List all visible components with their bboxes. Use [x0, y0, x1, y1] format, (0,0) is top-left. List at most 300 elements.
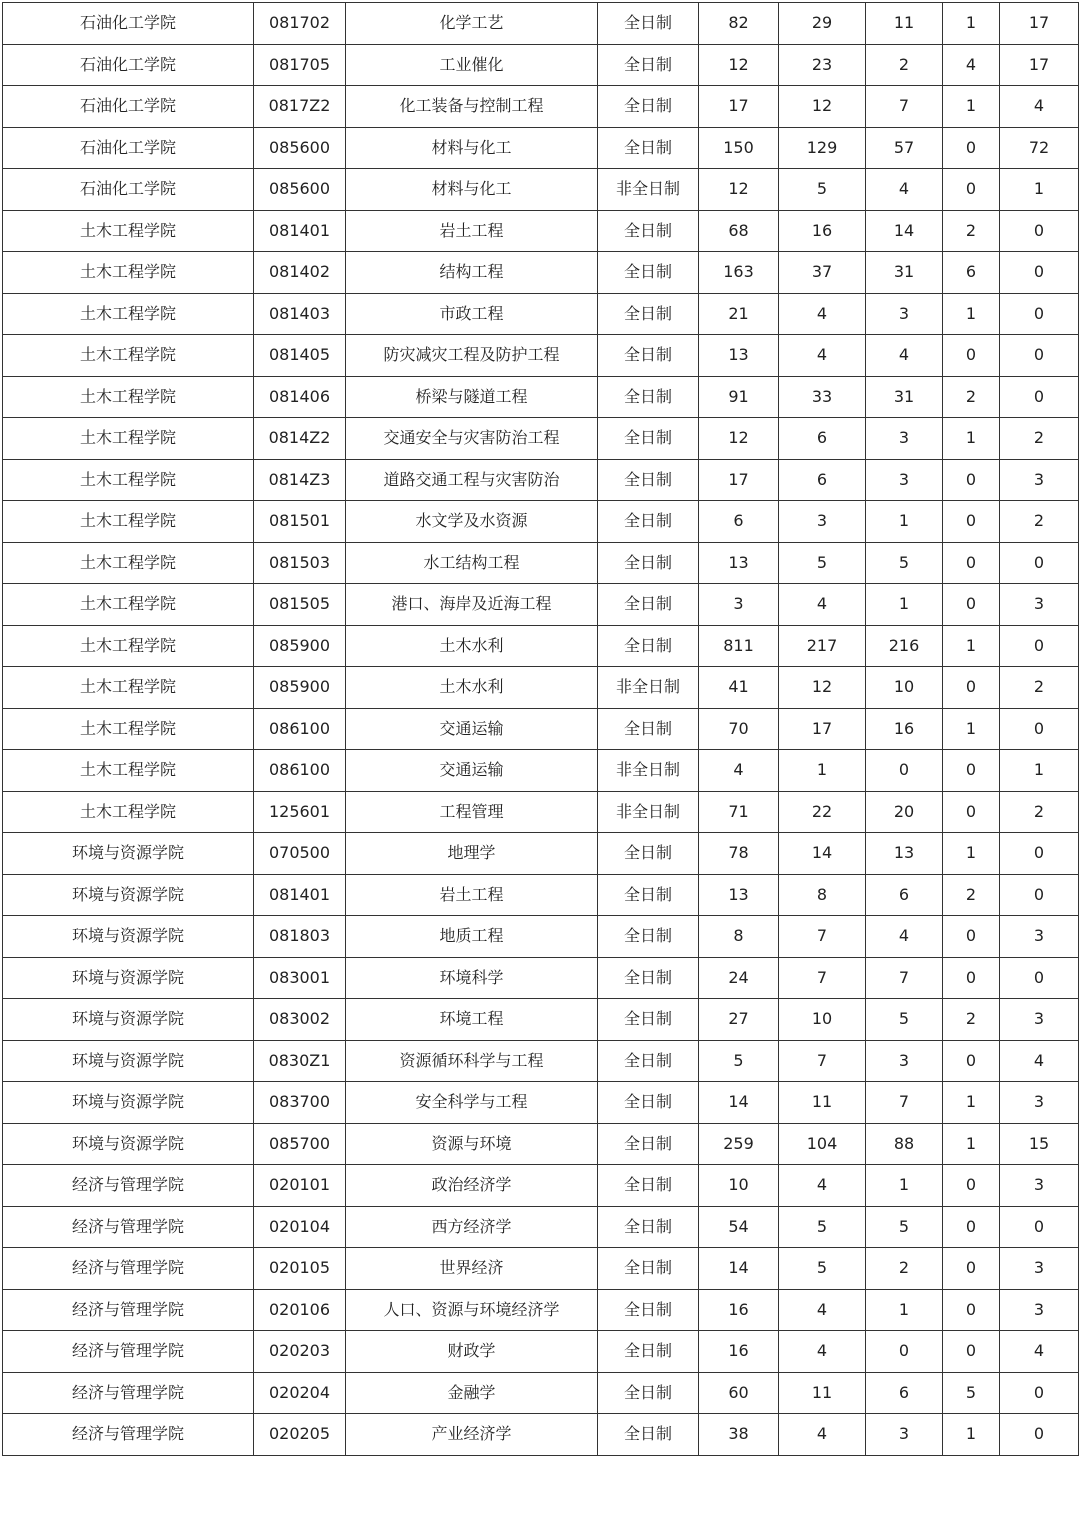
value-cell-3: 5	[866, 999, 943, 1041]
value-cell-1: 71	[699, 791, 779, 833]
value-cell-3: 3	[866, 459, 943, 501]
value-cell-3: 0	[866, 750, 943, 792]
code-cell: 0830Z1	[254, 1040, 346, 1082]
value-cell-5: 17	[1000, 3, 1079, 45]
table-row	[3, 293, 1079, 335]
college-cell: 土木工程学院	[3, 542, 254, 584]
admissions-table	[2, 2, 1079, 1456]
value-cell-5: 15	[1000, 1123, 1079, 1165]
college-cell: 经济与管理学院	[3, 1289, 254, 1331]
value-cell-5: 0	[1000, 293, 1079, 335]
major-cell: 交通运输	[346, 750, 598, 792]
code-cell: 083700	[254, 1082, 346, 1124]
value-cell-3: 11	[866, 3, 943, 45]
major-cell: 化学工艺	[346, 3, 598, 45]
code-cell: 081501	[254, 501, 346, 543]
value-cell-5: 0	[1000, 542, 1079, 584]
value-cell-2: 7	[779, 916, 866, 958]
value-cell-3: 4	[866, 169, 943, 211]
code-cell: 0817Z2	[254, 86, 346, 128]
value-cell-3: 7	[866, 1082, 943, 1124]
value-cell-1: 12	[699, 418, 779, 460]
value-cell-5: 17	[1000, 44, 1079, 86]
major-cell: 西方经济学	[346, 1206, 598, 1248]
major-cell: 金融学	[346, 1372, 598, 1414]
value-cell-1: 150	[699, 127, 779, 169]
study-mode-cell: 全日制	[598, 584, 699, 626]
college-cell: 经济与管理学院	[3, 1372, 254, 1414]
table-row	[3, 1372, 1079, 1414]
college-cell: 石油化工学院	[3, 44, 254, 86]
value-cell-5: 0	[1000, 210, 1079, 252]
value-cell-3: 1	[866, 1165, 943, 1207]
code-cell: 081403	[254, 293, 346, 335]
code-cell: 0814Z3	[254, 459, 346, 501]
college-cell: 环境与资源学院	[3, 1123, 254, 1165]
value-cell-4: 1	[943, 86, 1000, 128]
college-cell: 土木工程学院	[3, 210, 254, 252]
value-cell-2: 10	[779, 999, 866, 1041]
value-cell-1: 13	[699, 542, 779, 584]
major-cell: 防灾减灾工程及防护工程	[346, 335, 598, 377]
study-mode-cell: 全日制	[598, 1123, 699, 1165]
value-cell-2: 37	[779, 252, 866, 294]
value-cell-3: 57	[866, 127, 943, 169]
table-row	[3, 1165, 1079, 1207]
value-cell-1: 259	[699, 1123, 779, 1165]
major-cell: 水工结构工程	[346, 542, 598, 584]
value-cell-1: 16	[699, 1289, 779, 1331]
major-cell: 岩土工程	[346, 874, 598, 916]
study-mode-cell: 全日制	[598, 127, 699, 169]
value-cell-2: 7	[779, 957, 866, 999]
table-row	[3, 501, 1079, 543]
value-cell-3: 20	[866, 791, 943, 833]
table-row	[3, 708, 1079, 750]
value-cell-3: 88	[866, 1123, 943, 1165]
major-cell: 人口、资源与环境经济学	[346, 1289, 598, 1331]
value-cell-2: 17	[779, 708, 866, 750]
value-cell-4: 0	[943, 459, 1000, 501]
value-cell-2: 6	[779, 459, 866, 501]
value-cell-2: 3	[779, 501, 866, 543]
value-cell-3: 14	[866, 210, 943, 252]
code-cell: 081505	[254, 584, 346, 626]
study-mode-cell: 全日制	[598, 376, 699, 418]
value-cell-5: 3	[1000, 1289, 1079, 1331]
value-cell-2: 5	[779, 169, 866, 211]
study-mode-cell: 全日制	[598, 293, 699, 335]
code-cell: 085600	[254, 169, 346, 211]
table-row	[3, 584, 1079, 626]
code-cell: 070500	[254, 833, 346, 875]
study-mode-cell: 全日制	[598, 916, 699, 958]
value-cell-1: 6	[699, 501, 779, 543]
college-cell: 经济与管理学院	[3, 1248, 254, 1290]
study-mode-cell: 全日制	[598, 1289, 699, 1331]
study-mode-cell: 全日制	[598, 1206, 699, 1248]
major-cell: 结构工程	[346, 252, 598, 294]
table-row	[3, 625, 1079, 667]
value-cell-4: 4	[943, 44, 1000, 86]
value-cell-5: 1	[1000, 169, 1079, 211]
value-cell-5: 0	[1000, 833, 1079, 875]
study-mode-cell: 全日制	[598, 833, 699, 875]
study-mode-cell: 全日制	[598, 1040, 699, 1082]
value-cell-5: 3	[1000, 916, 1079, 958]
code-cell: 0814Z2	[254, 418, 346, 460]
major-cell: 地理学	[346, 833, 598, 875]
value-cell-5: 0	[1000, 625, 1079, 667]
study-mode-cell: 全日制	[598, 418, 699, 460]
code-cell: 020204	[254, 1372, 346, 1414]
value-cell-2: 217	[779, 625, 866, 667]
table-row	[3, 3, 1079, 45]
value-cell-1: 17	[699, 459, 779, 501]
value-cell-5: 4	[1000, 1040, 1079, 1082]
value-cell-2: 104	[779, 1123, 866, 1165]
study-mode-cell: 全日制	[598, 625, 699, 667]
college-cell: 土木工程学院	[3, 625, 254, 667]
table-row	[3, 252, 1079, 294]
major-cell: 工程管理	[346, 791, 598, 833]
value-cell-4: 1	[943, 1123, 1000, 1165]
value-cell-4: 2	[943, 874, 1000, 916]
code-cell: 081405	[254, 335, 346, 377]
value-cell-5: 0	[1000, 874, 1079, 916]
college-cell: 土木工程学院	[3, 293, 254, 335]
major-cell: 材料与化工	[346, 127, 598, 169]
college-cell: 经济与管理学院	[3, 1165, 254, 1207]
value-cell-4: 1	[943, 1414, 1000, 1456]
study-mode-cell: 全日制	[598, 210, 699, 252]
value-cell-4: 2	[943, 999, 1000, 1041]
value-cell-4: 2	[943, 210, 1000, 252]
code-cell: 020104	[254, 1206, 346, 1248]
major-cell: 工业催化	[346, 44, 598, 86]
table-row	[3, 376, 1079, 418]
value-cell-2: 4	[779, 1289, 866, 1331]
value-cell-1: 10	[699, 1165, 779, 1207]
value-cell-5: 3	[1000, 1165, 1079, 1207]
major-cell: 交通运输	[346, 708, 598, 750]
value-cell-4: 0	[943, 127, 1000, 169]
value-cell-5: 2	[1000, 667, 1079, 709]
value-cell-4: 1	[943, 708, 1000, 750]
table-row	[3, 1289, 1079, 1331]
major-cell: 地质工程	[346, 916, 598, 958]
value-cell-2: 16	[779, 210, 866, 252]
value-cell-1: 21	[699, 293, 779, 335]
study-mode-cell: 全日制	[598, 1414, 699, 1456]
code-cell: 081803	[254, 916, 346, 958]
value-cell-4: 0	[943, 1040, 1000, 1082]
major-cell: 环境科学	[346, 957, 598, 999]
table-row	[3, 1082, 1079, 1124]
value-cell-3: 5	[866, 542, 943, 584]
major-cell: 道路交通工程与灾害防治	[346, 459, 598, 501]
college-cell: 经济与管理学院	[3, 1206, 254, 1248]
value-cell-4: 0	[943, 335, 1000, 377]
table-row	[3, 1248, 1079, 1290]
table-row	[3, 667, 1079, 709]
code-cell: 086100	[254, 750, 346, 792]
value-cell-1: 811	[699, 625, 779, 667]
value-cell-5: 1	[1000, 750, 1079, 792]
table-row	[3, 210, 1079, 252]
value-cell-5: 2	[1000, 791, 1079, 833]
value-cell-2: 129	[779, 127, 866, 169]
major-cell: 财政学	[346, 1331, 598, 1373]
table-row	[3, 335, 1079, 377]
value-cell-5: 0	[1000, 708, 1079, 750]
study-mode-cell: 全日制	[598, 86, 699, 128]
college-cell: 土木工程学院	[3, 376, 254, 418]
college-cell: 石油化工学院	[3, 86, 254, 128]
code-cell: 081402	[254, 252, 346, 294]
value-cell-4: 0	[943, 667, 1000, 709]
major-cell: 市政工程	[346, 293, 598, 335]
college-cell: 石油化工学院	[3, 127, 254, 169]
table-row	[3, 127, 1079, 169]
value-cell-3: 16	[866, 708, 943, 750]
value-cell-2: 1	[779, 750, 866, 792]
table-row	[3, 874, 1079, 916]
value-cell-2: 12	[779, 86, 866, 128]
table-row	[3, 1414, 1079, 1456]
study-mode-cell: 全日制	[598, 542, 699, 584]
value-cell-3: 6	[866, 1372, 943, 1414]
college-cell: 土木工程学院	[3, 750, 254, 792]
major-cell: 岩土工程	[346, 210, 598, 252]
value-cell-3: 0	[866, 1331, 943, 1373]
value-cell-2: 4	[779, 335, 866, 377]
study-mode-cell: 非全日制	[598, 750, 699, 792]
major-cell: 环境工程	[346, 999, 598, 1041]
value-cell-3: 3	[866, 1414, 943, 1456]
value-cell-3: 3	[866, 1040, 943, 1082]
code-cell: 081702	[254, 3, 346, 45]
code-cell: 020106	[254, 1289, 346, 1331]
study-mode-cell: 全日制	[598, 957, 699, 999]
value-cell-4: 0	[943, 542, 1000, 584]
value-cell-2: 12	[779, 667, 866, 709]
code-cell: 083002	[254, 999, 346, 1041]
value-cell-5: 2	[1000, 501, 1079, 543]
value-cell-1: 12	[699, 44, 779, 86]
college-cell: 石油化工学院	[3, 3, 254, 45]
major-cell: 土木水利	[346, 667, 598, 709]
table-row	[3, 418, 1079, 460]
value-cell-2: 4	[779, 1331, 866, 1373]
value-cell-2: 5	[779, 1248, 866, 1290]
college-cell: 土木工程学院	[3, 584, 254, 626]
table-row	[3, 999, 1079, 1041]
value-cell-5: 0	[1000, 1372, 1079, 1414]
study-mode-cell: 全日制	[598, 1372, 699, 1414]
value-cell-4: 1	[943, 293, 1000, 335]
table-row	[3, 542, 1079, 584]
major-cell: 港口、海岸及近海工程	[346, 584, 598, 626]
value-cell-1: 82	[699, 3, 779, 45]
value-cell-5: 0	[1000, 376, 1079, 418]
value-cell-4: 0	[943, 791, 1000, 833]
value-cell-1: 14	[699, 1248, 779, 1290]
value-cell-1: 12	[699, 169, 779, 211]
code-cell: 085700	[254, 1123, 346, 1165]
table-body	[3, 3, 1079, 1456]
code-cell: 081401	[254, 210, 346, 252]
study-mode-cell: 全日制	[598, 1248, 699, 1290]
code-cell: 125601	[254, 791, 346, 833]
code-cell: 081401	[254, 874, 346, 916]
study-mode-cell: 非全日制	[598, 791, 699, 833]
value-cell-1: 91	[699, 376, 779, 418]
value-cell-3: 7	[866, 86, 943, 128]
college-cell: 土木工程学院	[3, 791, 254, 833]
major-cell: 材料与化工	[346, 169, 598, 211]
value-cell-1: 16	[699, 1331, 779, 1373]
major-cell: 安全科学与工程	[346, 1082, 598, 1124]
value-cell-1: 60	[699, 1372, 779, 1414]
value-cell-2: 4	[779, 1165, 866, 1207]
major-cell: 世界经济	[346, 1248, 598, 1290]
college-cell: 环境与资源学院	[3, 833, 254, 875]
college-cell: 土木工程学院	[3, 501, 254, 543]
value-cell-3: 1	[866, 501, 943, 543]
value-cell-4: 0	[943, 501, 1000, 543]
table-row	[3, 957, 1079, 999]
value-cell-3: 216	[866, 625, 943, 667]
college-cell: 环境与资源学院	[3, 1040, 254, 1082]
value-cell-4: 0	[943, 1248, 1000, 1290]
value-cell-5: 4	[1000, 86, 1079, 128]
code-cell: 081406	[254, 376, 346, 418]
value-cell-4: 5	[943, 1372, 1000, 1414]
value-cell-2: 8	[779, 874, 866, 916]
value-cell-2: 5	[779, 1206, 866, 1248]
code-cell: 020105	[254, 1248, 346, 1290]
value-cell-3: 4	[866, 916, 943, 958]
value-cell-2: 4	[779, 293, 866, 335]
table-row	[3, 833, 1079, 875]
college-cell: 土木工程学院	[3, 459, 254, 501]
code-cell: 081503	[254, 542, 346, 584]
value-cell-4: 1	[943, 833, 1000, 875]
study-mode-cell: 全日制	[598, 708, 699, 750]
table-row	[3, 916, 1079, 958]
code-cell: 085600	[254, 127, 346, 169]
study-mode-cell: 非全日制	[598, 169, 699, 211]
college-cell: 石油化工学院	[3, 169, 254, 211]
value-cell-5: 4	[1000, 1331, 1079, 1373]
value-cell-4: 1	[943, 3, 1000, 45]
value-cell-1: 163	[699, 252, 779, 294]
value-cell-1: 24	[699, 957, 779, 999]
major-cell: 资源循环科学与工程	[346, 1040, 598, 1082]
value-cell-3: 5	[866, 1206, 943, 1248]
study-mode-cell: 非全日制	[598, 667, 699, 709]
college-cell: 土木工程学院	[3, 708, 254, 750]
value-cell-3: 3	[866, 293, 943, 335]
value-cell-4: 0	[943, 1331, 1000, 1373]
value-cell-4: 0	[943, 584, 1000, 626]
value-cell-1: 27	[699, 999, 779, 1041]
value-cell-1: 8	[699, 916, 779, 958]
value-cell-2: 33	[779, 376, 866, 418]
college-cell: 环境与资源学院	[3, 957, 254, 999]
value-cell-4: 1	[943, 418, 1000, 460]
table-row	[3, 1040, 1079, 1082]
code-cell: 083001	[254, 957, 346, 999]
value-cell-4: 1	[943, 1082, 1000, 1124]
value-cell-2: 6	[779, 418, 866, 460]
value-cell-4: 0	[943, 1289, 1000, 1331]
value-cell-5: 0	[1000, 335, 1079, 377]
value-cell-2: 23	[779, 44, 866, 86]
study-mode-cell: 全日制	[598, 44, 699, 86]
value-cell-4: 2	[943, 376, 1000, 418]
value-cell-2: 11	[779, 1082, 866, 1124]
value-cell-3: 1	[866, 584, 943, 626]
value-cell-5: 3	[1000, 999, 1079, 1041]
major-cell: 产业经济学	[346, 1414, 598, 1456]
table-row	[3, 750, 1079, 792]
study-mode-cell: 全日制	[598, 999, 699, 1041]
value-cell-3: 3	[866, 418, 943, 460]
value-cell-4: 0	[943, 1165, 1000, 1207]
value-cell-3: 4	[866, 335, 943, 377]
study-mode-cell: 全日制	[598, 335, 699, 377]
college-cell: 土木工程学院	[3, 252, 254, 294]
value-cell-2: 22	[779, 791, 866, 833]
code-cell: 085900	[254, 667, 346, 709]
table-row	[3, 1123, 1079, 1165]
major-cell: 资源与环境	[346, 1123, 598, 1165]
value-cell-4: 0	[943, 750, 1000, 792]
value-cell-5: 72	[1000, 127, 1079, 169]
college-cell: 环境与资源学院	[3, 874, 254, 916]
value-cell-1: 41	[699, 667, 779, 709]
college-cell: 环境与资源学院	[3, 999, 254, 1041]
code-cell: 085900	[254, 625, 346, 667]
value-cell-2: 4	[779, 584, 866, 626]
value-cell-1: 17	[699, 86, 779, 128]
value-cell-4: 0	[943, 1206, 1000, 1248]
value-cell-5: 3	[1000, 584, 1079, 626]
college-cell: 环境与资源学院	[3, 916, 254, 958]
value-cell-5: 3	[1000, 459, 1079, 501]
table-row	[3, 169, 1079, 211]
value-cell-1: 3	[699, 584, 779, 626]
value-cell-4: 1	[943, 625, 1000, 667]
study-mode-cell: 全日制	[598, 874, 699, 916]
code-cell: 020205	[254, 1414, 346, 1456]
value-cell-3: 1	[866, 1289, 943, 1331]
value-cell-2: 11	[779, 1372, 866, 1414]
study-mode-cell: 全日制	[598, 1331, 699, 1373]
value-cell-4: 0	[943, 169, 1000, 211]
value-cell-1: 70	[699, 708, 779, 750]
study-mode-cell: 全日制	[598, 1082, 699, 1124]
college-cell: 土木工程学院	[3, 667, 254, 709]
study-mode-cell: 全日制	[598, 252, 699, 294]
table-row	[3, 459, 1079, 501]
admissions-table-container	[2, 2, 1078, 1456]
value-cell-1: 14	[699, 1082, 779, 1124]
value-cell-5: 3	[1000, 1248, 1079, 1290]
value-cell-1: 4	[699, 750, 779, 792]
